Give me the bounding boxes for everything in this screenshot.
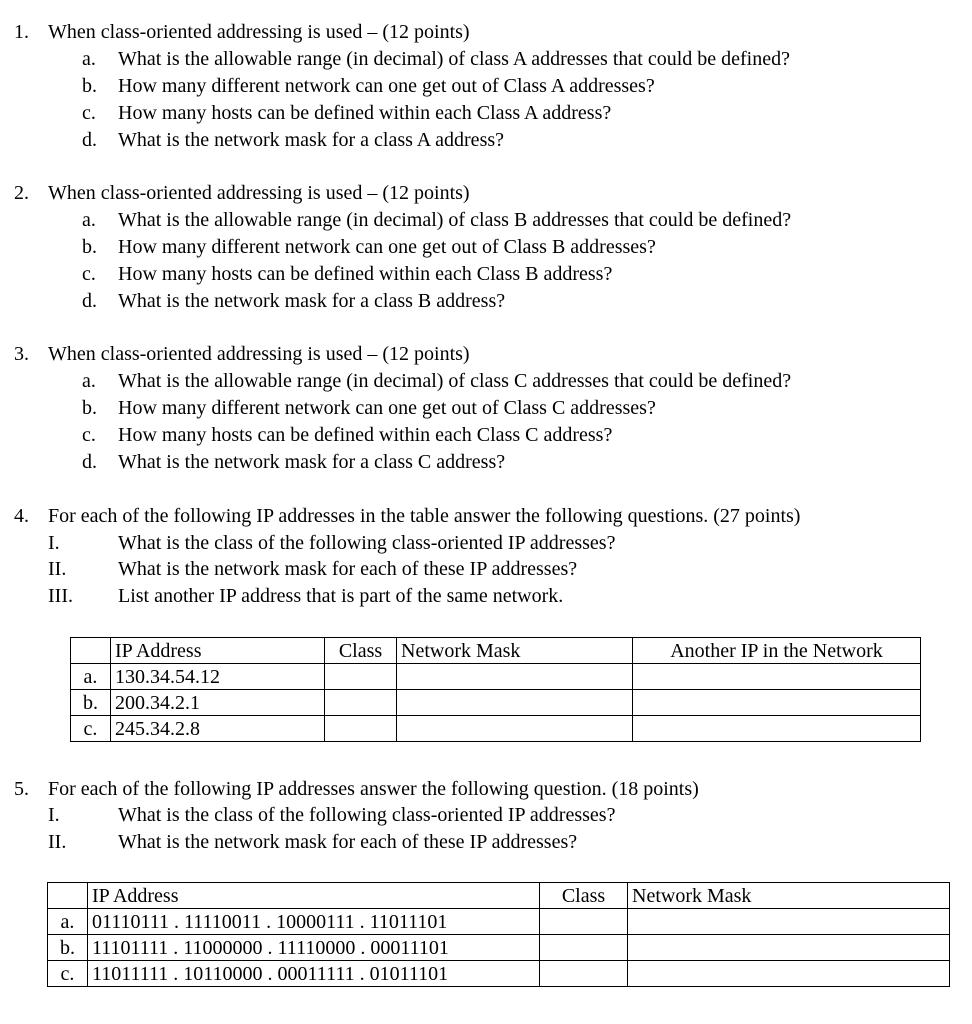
header-network-mask: Network Mask [397, 638, 633, 664]
question-4-item-i [48, 532, 616, 554]
item-text: What is the network mask for a class A address? [118, 129, 505, 151]
table-row [48, 935, 950, 961]
row-label: c. [48, 961, 88, 987]
another-ip-answer-cell[interactable] [633, 716, 921, 742]
question-4-item-iii [48, 585, 564, 607]
item-label: d. [82, 451, 97, 473]
network-mask-answer-cell[interactable] [628, 961, 950, 987]
item-text: How many different network can one get out of Class C addresses? [118, 397, 656, 419]
question-1-item-b [82, 75, 655, 97]
item-text: What is the allowable range (in decimal) of class B addresses that could be defined? [118, 209, 792, 231]
header-class: Class [540, 883, 628, 909]
table-row [71, 664, 921, 690]
item-text: What is the allowable range (in decimal) of class A addresses that could be defined? [118, 48, 790, 70]
item-label: d. [82, 129, 97, 151]
item-text: List another IP address that is part of the same network. [118, 585, 564, 607]
question-number: 5. [14, 778, 29, 800]
question-number: 2. [14, 182, 29, 204]
table-row [71, 716, 921, 742]
network-mask-answer-cell[interactable] [628, 935, 950, 961]
item-label: II. [48, 558, 67, 580]
network-mask-answer-cell[interactable] [628, 909, 950, 935]
question-1-stem [14, 21, 470, 43]
item-label: a. [82, 370, 96, 392]
question-1-item-d [82, 129, 505, 151]
question-text: When class-oriented addressing is used – (12 points) [48, 182, 470, 204]
question-1-item-a [82, 48, 790, 70]
item-label: b. [82, 397, 97, 419]
binary-ip-cell: 11011111 . 10110000 . 00011111 . 01011101 [88, 961, 540, 987]
another-ip-answer-cell[interactable] [633, 664, 921, 690]
class-answer-cell[interactable] [540, 935, 628, 961]
question-1-item-c [82, 102, 612, 124]
ip-table-q4 [70, 637, 921, 742]
network-mask-answer-cell[interactable] [397, 690, 633, 716]
question-2-stem [14, 182, 470, 204]
question-5-item-ii [48, 831, 578, 853]
row-label: c. [71, 716, 111, 742]
class-answer-cell[interactable] [540, 961, 628, 987]
question-3-item-a [82, 370, 792, 392]
header-another-ip: Another IP in the Network [633, 638, 921, 664]
network-mask-answer-cell[interactable] [397, 664, 633, 690]
item-label: c. [82, 263, 96, 285]
header-label-cell [48, 883, 88, 909]
item-text: What is the network mask for a class C address? [118, 451, 506, 473]
class-answer-cell[interactable] [325, 716, 397, 742]
header-ip-address: IP Address [88, 883, 540, 909]
binary-ip-cell: 11101111 . 11000000 . 11110000 . 00011101 [88, 935, 540, 961]
table-row [48, 961, 950, 987]
question-text: For each of the following IP addresses answer the following question. (18 points) [48, 778, 699, 800]
row-label: b. [48, 935, 88, 961]
question-2-item-c [82, 263, 613, 285]
item-label: b. [82, 75, 97, 97]
table-header-row [71, 638, 921, 664]
item-text: How many hosts can be defined within each Class A address? [118, 102, 612, 124]
question-5-stem [14, 778, 699, 800]
table-row [71, 690, 921, 716]
header-class: Class [325, 638, 397, 664]
ip-address-cell: 130.34.54.12 [111, 664, 325, 690]
item-label: b. [82, 236, 97, 258]
item-text: What is the network mask for each of these IP addresses? [118, 558, 578, 580]
item-text: What is the network mask for a class B address? [118, 290, 506, 312]
class-answer-cell[interactable] [325, 690, 397, 716]
question-5-item-i [48, 804, 616, 826]
item-label: c. [82, 424, 96, 446]
ip-address-cell: 245.34.2.8 [111, 716, 325, 742]
question-2-item-a [82, 209, 792, 231]
header-label-cell [71, 638, 111, 664]
table-header-row [48, 883, 950, 909]
item-text: What is the network mask for each of these IP addresses? [118, 831, 578, 853]
row-label: a. [71, 664, 111, 690]
question-text: When class-oriented addressing is used – (12 points) [48, 21, 470, 43]
item-label: II. [48, 831, 67, 853]
item-label: a. [82, 48, 96, 70]
ip-address-cell: 200.34.2.1 [111, 690, 325, 716]
question-3-item-d [82, 451, 506, 473]
another-ip-answer-cell[interactable] [633, 690, 921, 716]
question-2-item-d [82, 290, 506, 312]
question-4-item-ii [48, 558, 578, 580]
item-text: What is the class of the following class-oriented IP addresses? [118, 804, 616, 826]
item-label: c. [82, 102, 96, 124]
class-answer-cell[interactable] [540, 909, 628, 935]
binary-ip-cell: 01110111 . 11110011 . 10000111 . 11011101 [88, 909, 540, 935]
question-number: 3. [14, 343, 29, 365]
question-2-item-b [82, 236, 656, 258]
item-text: How many different network can one get out of Class A addresses? [118, 75, 655, 97]
row-label: b. [71, 690, 111, 716]
question-text: When class-oriented addressing is used – (12 points) [48, 343, 470, 365]
table-row [48, 909, 950, 935]
question-3-item-b [82, 397, 656, 419]
question-text: For each of the following IP addresses in the table answer the following questions. (27 points) [48, 505, 801, 527]
item-text: How many hosts can be defined within each Class C address? [118, 424, 613, 446]
header-network-mask: Network Mask [628, 883, 950, 909]
header-ip-address: IP Address [111, 638, 325, 664]
question-3-item-c [82, 424, 613, 446]
question-3-stem [14, 343, 470, 365]
item-text: How many different network can one get out of Class B addresses? [118, 236, 656, 258]
question-4-stem [14, 505, 801, 527]
network-mask-answer-cell[interactable] [397, 716, 633, 742]
ip-table-q5 [47, 882, 950, 987]
item-text: What is the allowable range (in decimal) of class C addresses that could be defined? [118, 370, 792, 392]
row-label: a. [48, 909, 88, 935]
item-text: How many hosts can be defined within each Class B address? [118, 263, 613, 285]
question-number: 1. [14, 21, 29, 43]
item-text: What is the class of the following class-oriented IP addresses? [118, 532, 616, 554]
item-label: III. [48, 585, 73, 607]
item-label: d. [82, 290, 97, 312]
item-label: I. [48, 804, 60, 826]
question-number: 4. [14, 505, 29, 527]
item-label: a. [82, 209, 96, 231]
class-answer-cell[interactable] [325, 664, 397, 690]
item-label: I. [48, 532, 60, 554]
